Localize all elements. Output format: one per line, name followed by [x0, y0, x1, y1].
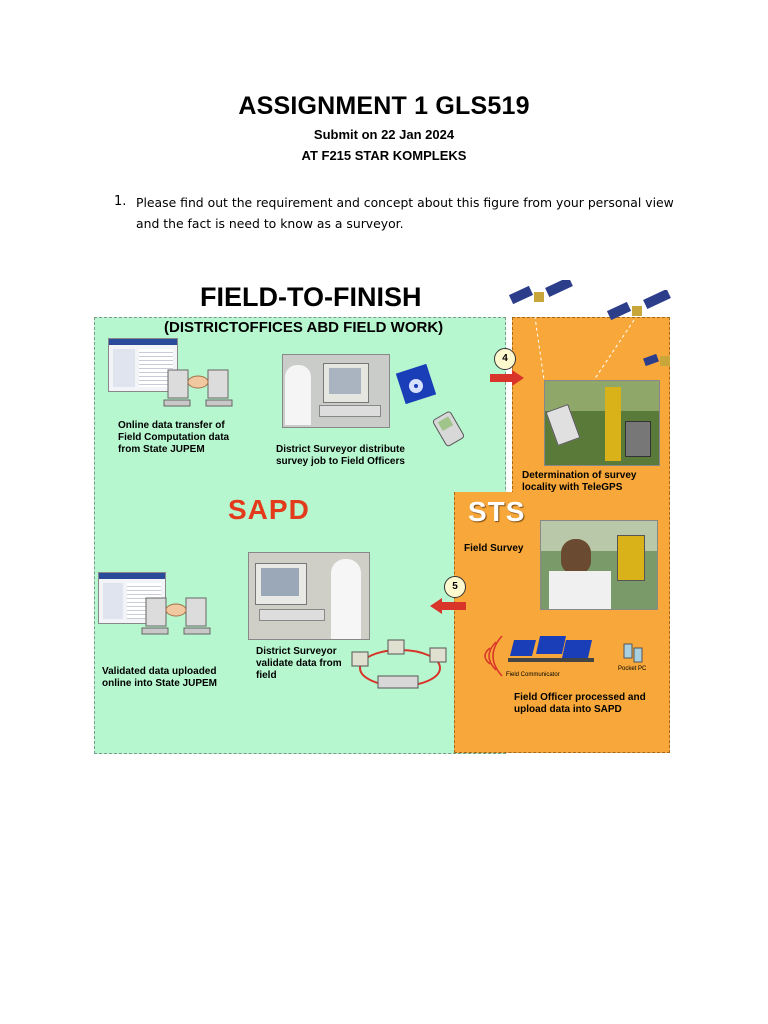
arrow-left-icon [430, 598, 466, 614]
document-title: ASSIGNMENT 1 GLS519 [238, 92, 530, 120]
figure-subtitle: (DISTRICTOFFICES ABD FIELD WORK) [164, 319, 444, 336]
caption-online-transfer: Online data transfer of Field Computation data from State JUPEM [118, 420, 230, 455]
laptops-icon [508, 634, 594, 670]
wireless-signal-icon [478, 626, 508, 686]
telegps-field-image [544, 380, 660, 466]
question-text: Please find out the requirement and concept about this figure from your personal view and the fact is need to know as a surveyor. [136, 195, 674, 231]
submit-date: Submit on 22 Jan 2024 [313, 127, 455, 142]
question-number: 1. [114, 194, 127, 209]
pocket-pc-label: Pocket PC [618, 666, 647, 672]
computer-handshake-icon [162, 364, 234, 414]
step-4-badge: 4 [494, 348, 516, 370]
caption-processed-upload: Field Officer processed and upload data into SAPD [514, 692, 646, 715]
field-survey-image [540, 520, 658, 610]
floppy-disk-icon [396, 364, 436, 404]
caption-determination: Determination of survey locality with TeleGPS [522, 470, 637, 493]
sapd-label: SAPD [228, 494, 310, 525]
network-computers-icon [348, 634, 452, 700]
computer-handshake-icon [140, 592, 212, 642]
step-5-badge: 5 [444, 576, 466, 598]
sts-label: STS [468, 496, 526, 527]
arrow-right-icon [490, 370, 524, 386]
caption-field-survey: Field Survey [464, 543, 524, 554]
handheld-device-icon [428, 408, 468, 448]
field-to-finish-figure [94, 280, 676, 754]
pocket-pc-icon [622, 642, 644, 664]
figure-title: FIELD-TO-FINISH [200, 282, 422, 312]
submit-location: AT F215 STAR KOMPLEKS [301, 148, 467, 163]
caption-validated-upload: Validated data uploaded online into State JUPEM [102, 666, 218, 689]
surveyor-at-computer-image [282, 354, 390, 428]
surveyor-validating-image [248, 552, 370, 640]
caption-validate-data: District Surveyor validate data from field [256, 646, 342, 681]
caption-distribute-job: District Surveyor distribute survey job to Field Officers [276, 444, 405, 467]
field-communicator-label: Field Communicator [506, 672, 560, 678]
